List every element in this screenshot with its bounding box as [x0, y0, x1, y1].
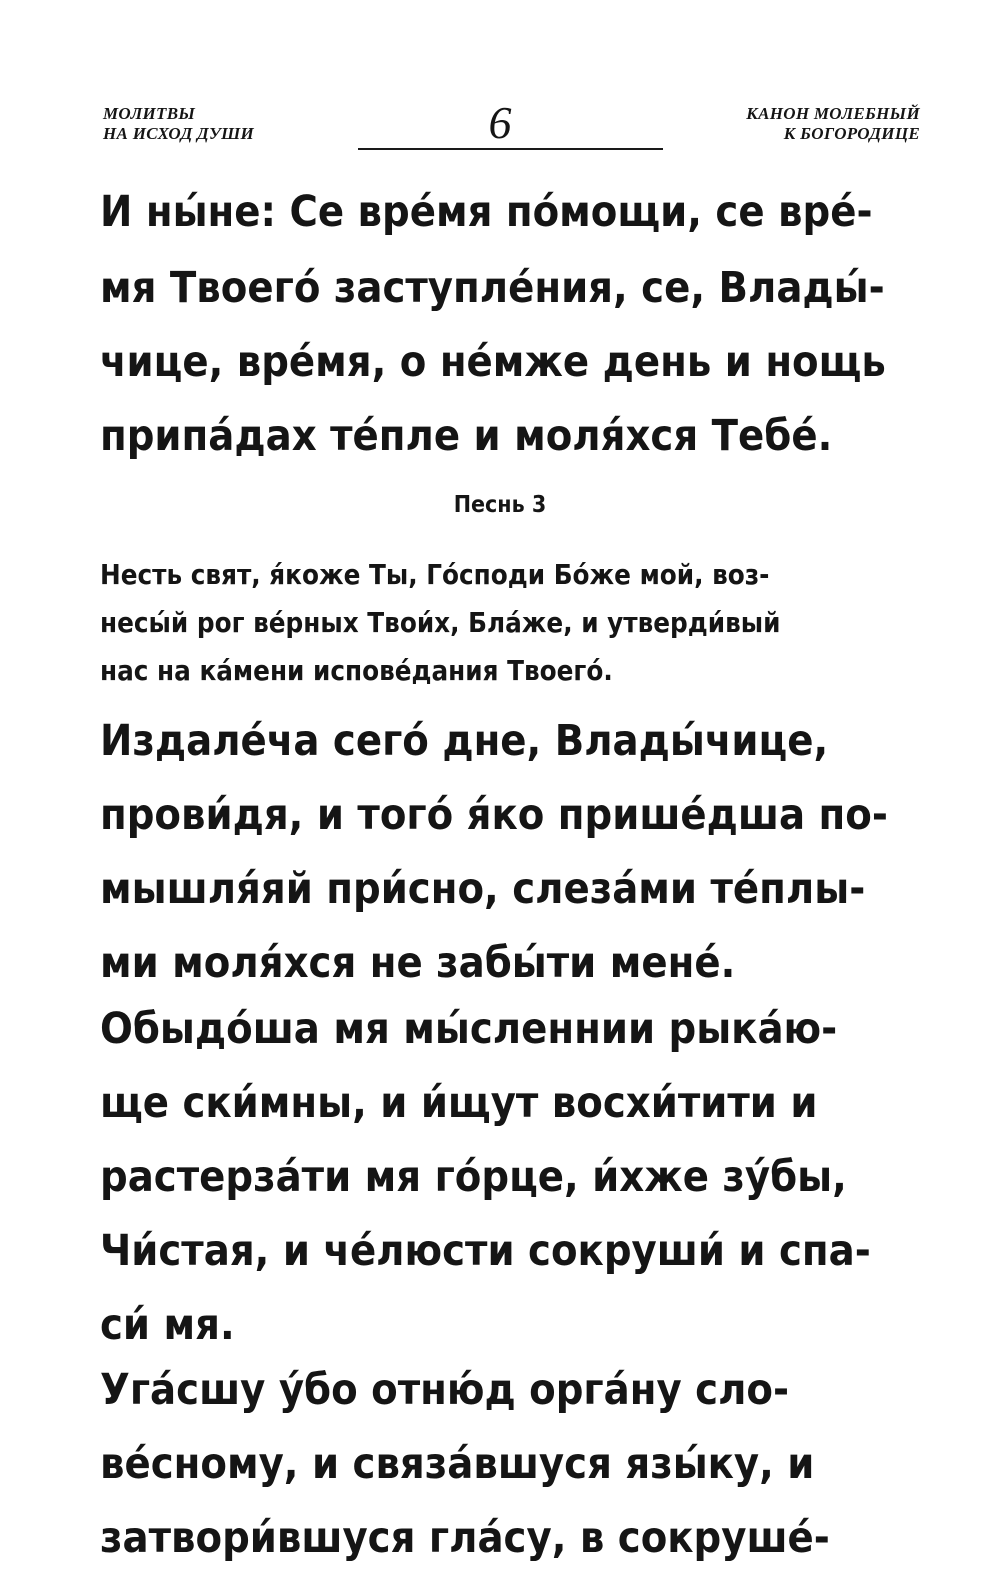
troparion-2-line: Чи́стая, и че́люсти сокруши́ и спа-: [100, 1226, 871, 1276]
troparion-1-line: прови́дя, и того́ я́ко прише́дша по-: [100, 790, 888, 840]
troparion-3-line: затвори́вшуся гла́су, в сокруше́-: [100, 1513, 830, 1563]
troparion-3-line: ве́сному, и связа́вшуся язы́ку, и: [100, 1439, 815, 1489]
running-header-right: [746, 104, 920, 144]
troparion-2-line: растерза́ти мя го́рце, и́хже зу́бы,: [100, 1152, 847, 1202]
troparion-1-line: Издале́ча сего́ дне, Влады́чице,: [100, 716, 829, 766]
running-header-left-line1: МОЛИТВЫ: [103, 104, 196, 123]
ode-heading: Песнь 3: [453, 492, 547, 518]
stanza-1-line: припа́дах те́пле и моля́хся Тебе́.: [100, 411, 833, 461]
troparion-1-line: мышля́яй при́сно, слеза́ми те́плы-: [100, 864, 866, 914]
stanza-1-line: И ны́не: Се вре́мя по́мощи, се вре́-: [100, 187, 873, 237]
troparion-3-line: Уга́сшу у́бо отню́д орга́ну сло-: [100, 1365, 790, 1415]
running-header-right-line1: КАНОН МОЛЕБНЫЙ: [746, 104, 920, 123]
running-header-right-line2: К БОГОРОДИЦЕ: [783, 124, 920, 143]
troparion-2-line: си́ мя.: [100, 1300, 235, 1350]
page-number: 6: [488, 97, 512, 148]
header-rule: [358, 148, 663, 150]
irmos-line: несы́й рог ве́рных Твои́х, Бла́же, и утверди́вый: [100, 607, 781, 639]
irmos-line: Несть свят, я́коже Ты, Го́споди Бо́же мой, воз-: [100, 559, 770, 591]
stanza-1-line: чице, вре́мя, о не́мже день и нощь: [100, 337, 886, 387]
irmos-line: нас на ка́мени испове́дания Твоего́.: [100, 655, 613, 687]
troparion-2-line: ще ски́мны, и и́щут восхи́тити и: [100, 1078, 818, 1128]
troparion-2-line: Обыдо́ша мя мы́сленнии рыка́ю-: [100, 1004, 838, 1054]
running-header-left-line2: НА ИСХОД ДУШИ: [103, 124, 255, 143]
stanza-1-line: мя Твоего́ заступле́ния, се, Влады́-: [100, 263, 885, 313]
troparion-1-line: ми моля́хся не забы́ти мене́.: [100, 938, 736, 988]
